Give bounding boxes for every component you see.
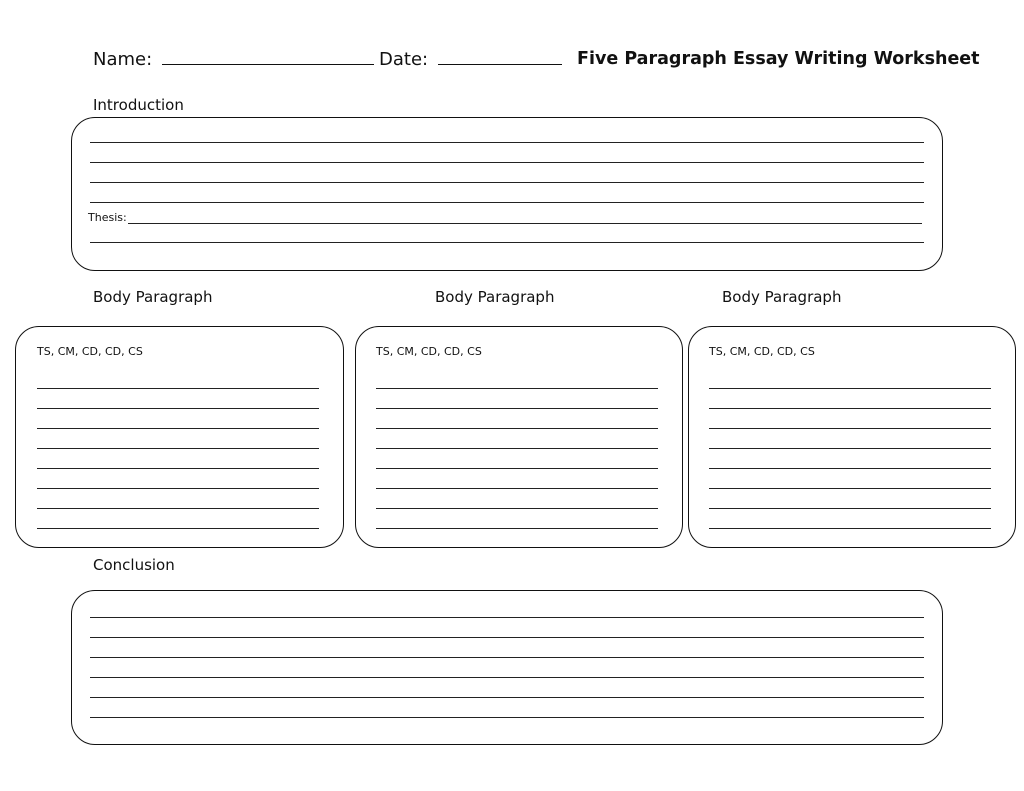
writing-line[interactable]	[90, 202, 924, 203]
name-label: Name:	[93, 49, 153, 70]
writing-line[interactable]	[90, 242, 924, 243]
body-paragraph-1-label: Body Paragraph	[93, 288, 213, 306]
writing-line[interactable]	[90, 617, 924, 618]
body-paragraph-2-hint: TS, CM, CD, CD, CS	[376, 345, 482, 358]
name-blank[interactable]	[162, 48, 374, 65]
writing-line[interactable]	[90, 697, 924, 698]
writing-line[interactable]	[709, 528, 991, 529]
writing-line[interactable]	[90, 637, 924, 638]
writing-line[interactable]	[376, 408, 658, 409]
body-paragraph-1-hint: TS, CM, CD, CD, CS	[37, 345, 143, 358]
writing-line[interactable]	[709, 388, 991, 389]
date-label: Date:	[379, 49, 429, 70]
writing-line[interactable]	[376, 508, 658, 509]
writing-line[interactable]	[376, 428, 658, 429]
writing-line[interactable]	[37, 408, 319, 409]
writing-line[interactable]	[376, 468, 658, 469]
date-field[interactable]	[379, 48, 562, 71]
body-paragraph-3-box[interactable]	[688, 326, 1016, 548]
body-paragraph-1-box[interactable]	[15, 326, 344, 548]
name-field[interactable]	[93, 48, 374, 71]
thesis-line[interactable]	[128, 213, 922, 224]
writing-line[interactable]	[376, 528, 658, 529]
thesis-row[interactable]	[88, 212, 922, 224]
writing-line[interactable]	[37, 468, 319, 469]
writing-line[interactable]	[376, 388, 658, 389]
conclusion-box[interactable]	[71, 590, 943, 745]
writing-line[interactable]	[90, 717, 924, 718]
introduction-box[interactable]	[71, 117, 943, 271]
writing-line[interactable]	[376, 448, 658, 449]
writing-line[interactable]	[37, 508, 319, 509]
body-paragraph-3-hint: TS, CM, CD, CD, CS	[709, 345, 815, 358]
writing-line[interactable]	[90, 657, 924, 658]
body-paragraph-3-label: Body Paragraph	[722, 288, 842, 306]
writing-line[interactable]	[90, 162, 924, 163]
writing-line[interactable]	[90, 677, 924, 678]
writing-line[interactable]	[709, 508, 991, 509]
body-paragraph-2-label: Body Paragraph	[435, 288, 555, 306]
writing-line[interactable]	[709, 408, 991, 409]
writing-line[interactable]	[709, 488, 991, 489]
conclusion-label: Conclusion	[93, 556, 175, 574]
introduction-label: Introduction	[93, 96, 184, 114]
writing-line[interactable]	[37, 388, 319, 389]
writing-line[interactable]	[90, 182, 924, 183]
writing-line[interactable]	[376, 488, 658, 489]
writing-line[interactable]	[709, 428, 991, 429]
writing-line[interactable]	[90, 142, 924, 143]
writing-line[interactable]	[37, 448, 319, 449]
writing-line[interactable]	[709, 448, 991, 449]
writing-line[interactable]	[37, 528, 319, 529]
writing-line[interactable]	[37, 488, 319, 489]
worksheet-title: Five Paragraph Essay Writing Worksheet	[577, 49, 980, 69]
date-blank[interactable]	[438, 48, 562, 65]
writing-line[interactable]	[37, 428, 319, 429]
writing-line[interactable]	[709, 468, 991, 469]
body-paragraph-2-box[interactable]	[355, 326, 683, 548]
thesis-label: Thesis:	[88, 211, 127, 224]
